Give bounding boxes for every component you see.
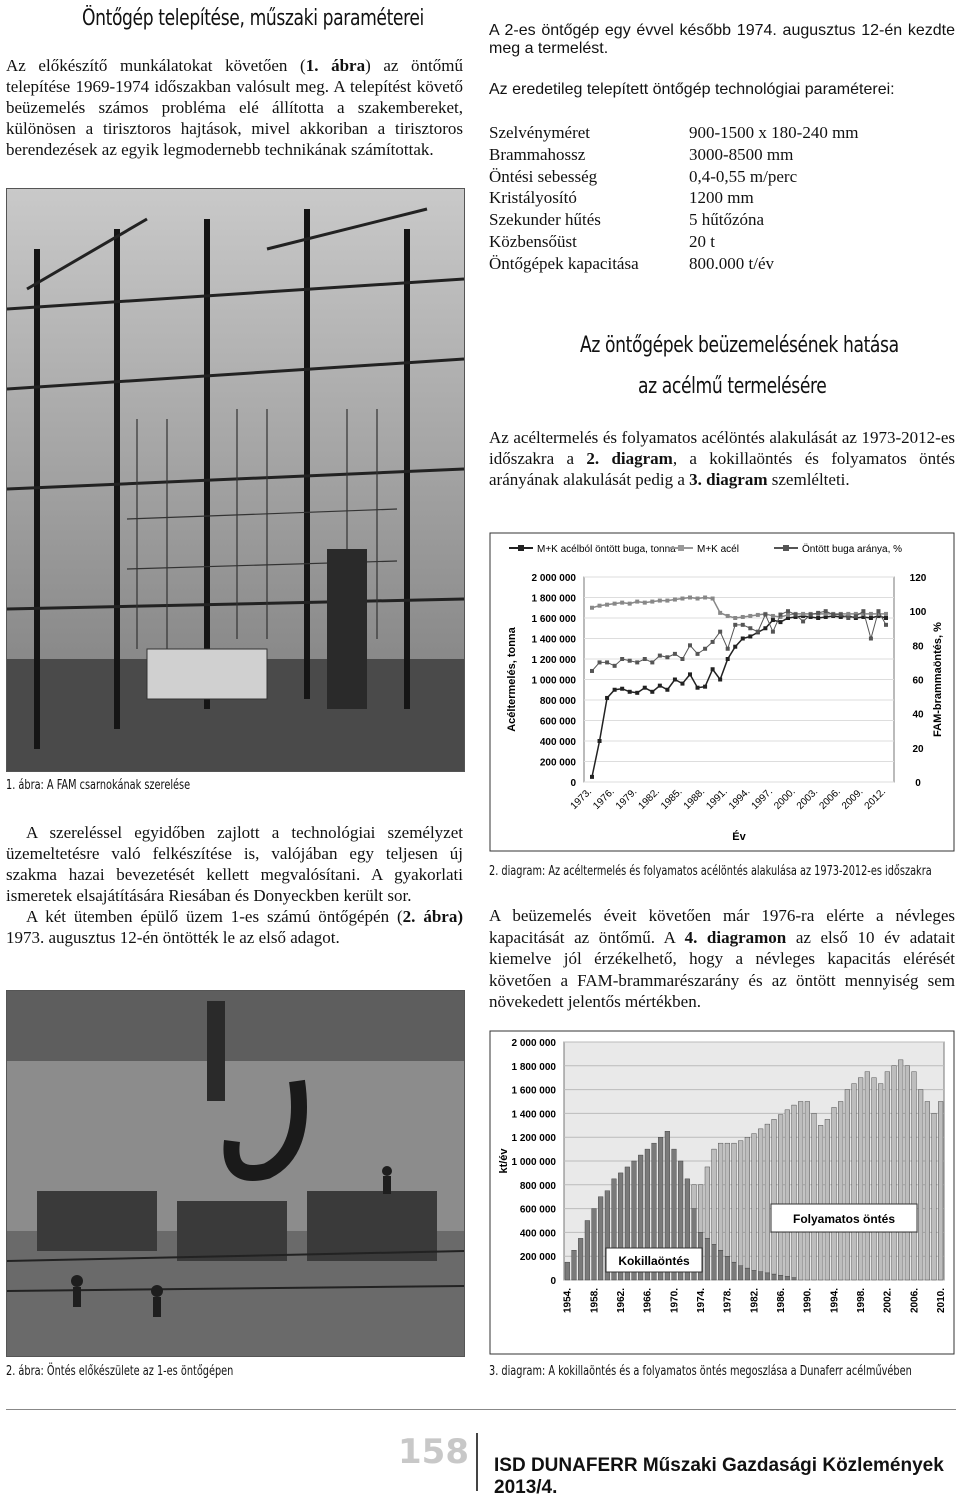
y2-tick-label: 80 xyxy=(912,641,924,653)
data-point xyxy=(628,659,632,663)
y-tick-label: 1 200 000 xyxy=(531,655,576,666)
param-name: Öntési sebesség xyxy=(489,166,598,186)
data-point xyxy=(605,660,609,664)
right-intro-paragraph: A 2-es öntőgép egy évvel később 1974. augusztus 12-én kezdte meg a termelést. xyxy=(489,22,955,57)
x-tick-label: 2012. xyxy=(862,786,889,812)
data-point xyxy=(718,611,722,615)
section-heading-right-line2: az acélmű termelésére xyxy=(638,374,827,399)
data-point xyxy=(786,613,790,617)
data-point xyxy=(590,669,594,673)
data-point xyxy=(786,609,790,613)
x-tick-label: 1962. xyxy=(616,1288,627,1314)
bar-segment xyxy=(592,1209,597,1280)
bar-segment xyxy=(692,1185,697,1209)
data-point xyxy=(869,616,873,620)
x-tick-label: 1990. xyxy=(802,1288,814,1314)
x-tick-label: 1988. xyxy=(681,786,708,812)
legend-label: Kokillaöntés xyxy=(618,1254,690,1268)
bar-segment xyxy=(772,1119,777,1274)
param-value: 900-1500 x 180-240 mm xyxy=(689,123,859,142)
bar-segment xyxy=(565,1262,570,1280)
y2-axis-title: FAM-brammaöntés, % xyxy=(932,622,944,737)
bar-segment xyxy=(718,1250,723,1280)
x-tick-label: 2003. xyxy=(794,786,821,812)
data-point xyxy=(643,686,647,690)
bar-segment xyxy=(798,1102,803,1281)
legend-label: M+K acél xyxy=(697,544,739,555)
bar-segment xyxy=(778,1115,783,1276)
data-point xyxy=(748,626,752,630)
bar-segment xyxy=(792,1278,797,1280)
left-intro-paragraph: Az előkészítő munkálatokat követően (1. ábra) az öntőmű telepítése 1969-1974 időszakban valósult meg. A telepítést követő beüzemelés számos probléma elé állította a szakembereket, különösen a tirisztoros hajtások, mivel akkoriban a tirisztoros berendezések az egyik legmodernebb technikának számítottak. xyxy=(6,56,464,159)
data-point xyxy=(703,685,707,689)
data-point xyxy=(635,660,639,664)
data-point xyxy=(816,616,820,620)
legend-label: M+K acélból öntött buga, tonna xyxy=(537,544,676,555)
data-point xyxy=(884,623,888,627)
x-tick-label: 1973. xyxy=(568,786,595,812)
data-point xyxy=(650,690,654,694)
data-point xyxy=(635,691,639,695)
x-tick-label: 1976. xyxy=(591,786,617,812)
data-point xyxy=(643,601,647,605)
data-point xyxy=(680,657,684,661)
bar-segment xyxy=(898,1060,903,1280)
x-tick-label: 1979. xyxy=(613,786,640,812)
bar-segment xyxy=(858,1078,863,1280)
data-point xyxy=(605,696,609,700)
bar-segment xyxy=(698,1185,703,1233)
param-row xyxy=(489,209,955,231)
x-tick-label: 1974. xyxy=(696,1288,707,1314)
data-point xyxy=(696,652,700,656)
data-point xyxy=(876,609,880,613)
data-point xyxy=(620,687,624,691)
bar-segment xyxy=(758,1272,763,1280)
bar-segment xyxy=(718,1143,723,1250)
data-point xyxy=(831,613,835,617)
data-point xyxy=(884,616,888,620)
x-tick-label: 1978. xyxy=(722,1288,734,1314)
y-tick-label: 1 600 000 xyxy=(511,1085,556,1097)
data-point xyxy=(771,618,775,622)
data-point xyxy=(778,613,782,617)
data-point xyxy=(726,614,730,618)
data-point xyxy=(598,604,602,608)
bar-segment xyxy=(578,1238,583,1280)
data-point xyxy=(756,630,760,634)
bar-segment xyxy=(905,1066,910,1280)
param-row xyxy=(489,187,955,209)
bar-segment xyxy=(738,1141,743,1266)
bar-segment xyxy=(758,1129,763,1272)
x-tick-label: 2010. xyxy=(936,1288,947,1314)
bar-segment xyxy=(932,1113,937,1280)
bar-segment xyxy=(918,1090,923,1280)
x-tick-label: 1994. xyxy=(829,1288,841,1314)
y2-tick-label: 120 xyxy=(909,573,927,584)
bar-segment xyxy=(745,1268,750,1280)
bar-segment xyxy=(838,1102,843,1281)
y-tick-label: 400 000 xyxy=(539,737,576,748)
data-point xyxy=(839,613,843,617)
data-point xyxy=(703,647,707,651)
y-axis-title: kt/év xyxy=(498,1148,510,1174)
bar-segment xyxy=(885,1072,890,1280)
x-tick-label: 1958. xyxy=(589,1288,601,1314)
x-axis-title: Év xyxy=(732,831,746,843)
data-point xyxy=(771,614,775,618)
data-point xyxy=(869,637,873,641)
figure-1-caption: 1. ábra: A FAM csarnokának szerelése xyxy=(6,778,191,793)
data-point xyxy=(741,623,745,627)
y-tick-label: 1 800 000 xyxy=(511,1061,556,1073)
figure-2-caption: 2. ábra: Öntés előkészülete az 1-es öntőgépen xyxy=(6,1364,234,1379)
y-tick-label: 400 000 xyxy=(519,1228,556,1240)
data-point xyxy=(726,647,730,651)
x-tick-label: 1982. xyxy=(636,786,662,812)
x-tick-label: 1986. xyxy=(776,1288,787,1314)
bar-segment xyxy=(865,1072,870,1280)
param-row xyxy=(489,166,955,188)
data-point xyxy=(718,678,722,682)
section-heading-right-line1: Az öntőgépek beüzemelésének hatása xyxy=(580,333,899,358)
legend-marker xyxy=(678,545,684,551)
x-tick-label: 1982. xyxy=(749,1288,761,1314)
y-tick-label: 0 xyxy=(550,1276,556,1287)
bar-segment xyxy=(832,1107,837,1280)
data-point xyxy=(809,613,813,617)
data-point xyxy=(854,614,858,618)
figure-2-photo xyxy=(6,990,465,1357)
data-point xyxy=(748,634,752,638)
y2-tick-label: 60 xyxy=(912,675,924,687)
x-tick-label: 2002. xyxy=(882,1288,894,1314)
bar-segment xyxy=(785,1276,790,1280)
page-number: 158 xyxy=(398,1432,469,1472)
x-tick-label: 1954. xyxy=(562,1288,574,1314)
data-point xyxy=(673,652,677,656)
bar-segment xyxy=(825,1119,830,1280)
data-point xyxy=(658,684,662,688)
data-point xyxy=(658,599,662,603)
param-row xyxy=(489,144,955,166)
diagram-2-caption: 2. diagram: Az acéltermelés és folyamatos acélöntés alakulása az 1973-2012-es időszakra xyxy=(489,864,932,879)
data-point xyxy=(748,614,752,618)
param-name: Szekunder hűtés xyxy=(489,210,601,230)
data-point xyxy=(665,655,669,659)
bar-segment xyxy=(705,1167,710,1238)
data-point xyxy=(711,640,715,644)
journal-title: ISD DUNAFERR Műszaki Gazdasági Közlemények 2013/4. xyxy=(494,1455,944,1498)
bar-segment xyxy=(738,1266,743,1280)
x-tick-label: 1991. xyxy=(704,786,730,812)
data-point xyxy=(756,613,760,617)
param-name: Szelvényméret xyxy=(489,123,591,142)
bar-segment xyxy=(725,1256,730,1280)
bar-segment xyxy=(792,1105,797,1278)
data-point xyxy=(688,596,692,600)
after-chart-paragraph: A beüzemelés éveit követően már 1976-ra elérte a névleges kapacitását az öntőmű. A 4. diagramon az első 10 év adatait kiemelve jól érzékelhető, hogy a névleges kapacitás elérését követően a FAM-brammarészarány és az öntött mennyiség sem növekedett jelentős mértékben. xyxy=(489,906,956,1011)
data-point xyxy=(628,602,632,606)
bar-segment xyxy=(772,1274,777,1280)
y-tick-label: 200 000 xyxy=(519,1252,556,1264)
data-point xyxy=(658,654,662,658)
y-tick-label: 200 000 xyxy=(539,757,576,769)
data-point xyxy=(643,657,647,661)
data-point xyxy=(590,606,594,610)
footer-rule xyxy=(6,1409,956,1410)
data-point xyxy=(613,688,617,692)
data-point xyxy=(620,657,624,661)
data-point xyxy=(635,600,639,604)
data-point xyxy=(869,612,873,616)
data-point xyxy=(628,690,632,694)
y-tick-label: 600 000 xyxy=(539,716,576,728)
data-point xyxy=(605,603,609,607)
param-name: Kristályosító xyxy=(489,188,577,208)
y2-tick-label: 40 xyxy=(912,709,924,721)
bar-segment xyxy=(732,1262,737,1280)
param-name: Öntőgépek kapacitása xyxy=(489,253,639,273)
data-point xyxy=(613,602,617,606)
y-tick-label: 1 600 000 xyxy=(531,614,576,625)
data-point xyxy=(771,630,775,634)
y-tick-label: 0 xyxy=(570,778,576,789)
data-point xyxy=(884,612,888,616)
data-point xyxy=(801,612,805,616)
bar-segment xyxy=(745,1137,750,1268)
param-value: 3000-8500 mm xyxy=(689,144,794,164)
bar-segment xyxy=(778,1275,783,1280)
x-tick-label: 2000. xyxy=(772,786,798,812)
param-row xyxy=(489,122,955,144)
param-name: Közbensőüst xyxy=(489,231,577,251)
bar-segment xyxy=(765,1273,770,1280)
bar-segment xyxy=(572,1250,577,1280)
data-point xyxy=(650,600,654,604)
data-point xyxy=(816,611,820,615)
data-point xyxy=(711,597,715,601)
param-row xyxy=(489,253,955,275)
bar-segment xyxy=(805,1102,810,1281)
data-point xyxy=(733,616,737,620)
bar-segment xyxy=(912,1072,917,1280)
param-name: Brammahossz xyxy=(489,144,586,164)
data-point xyxy=(665,688,669,692)
x-tick-label: 2006. xyxy=(909,1288,921,1314)
data-point xyxy=(650,660,654,664)
bar-segment xyxy=(845,1090,850,1280)
x-tick-label: 1994. xyxy=(726,786,753,812)
y2-tick-label: 100 xyxy=(909,607,927,619)
bar-segment xyxy=(925,1102,930,1281)
data-point xyxy=(726,657,730,661)
section-paragraph: Az acéltermelés és folyamatos acélöntés alakulását az 1973-2012-es időszakra a 2. diagram, a kokillaöntés és folyamatos öntés arányának alakulását pedig a 3. diagram szemlélteti. xyxy=(489,428,956,489)
diagram-3-caption: 3. diagram: A kokillaöntés és a folyamatos öntés megoszlása a Dunaferr acélművében xyxy=(489,1364,912,1379)
data-point xyxy=(778,620,782,624)
bar-segment xyxy=(712,1149,717,1244)
bar-segment xyxy=(785,1110,790,1277)
legend-label: Öntött buga aránya, % xyxy=(802,544,903,555)
bar-segment xyxy=(725,1143,730,1256)
data-point xyxy=(680,597,684,601)
y2-tick-label: 0 xyxy=(915,778,921,789)
data-point xyxy=(733,623,737,627)
footer-divider xyxy=(476,1433,478,1491)
data-point xyxy=(718,630,722,634)
x-tick-label: 1970. xyxy=(669,1288,681,1314)
bar-segment xyxy=(712,1244,717,1280)
bar-segment xyxy=(892,1066,897,1280)
data-point xyxy=(680,682,684,686)
data-point xyxy=(688,672,692,676)
data-point xyxy=(801,619,805,623)
y-tick-label: 1 200 000 xyxy=(511,1133,556,1145)
diagram-2-chart xyxy=(489,532,955,852)
data-point xyxy=(688,643,692,647)
bar-segment xyxy=(878,1084,883,1280)
data-point xyxy=(861,609,865,613)
data-point xyxy=(846,616,850,620)
y-tick-label: 800 000 xyxy=(519,1180,556,1192)
legend-label: Folyamatos öntés xyxy=(792,1212,896,1226)
param-row xyxy=(489,231,955,253)
data-point xyxy=(665,599,669,603)
data-point xyxy=(598,739,602,743)
param-value: 5 hűtőzóna xyxy=(689,210,765,230)
data-point xyxy=(711,667,715,671)
bar-segment xyxy=(732,1143,737,1262)
diagram-3-chart xyxy=(489,1030,955,1355)
data-point xyxy=(613,664,617,668)
y-tick-label: 2 000 000 xyxy=(531,573,576,584)
data-point xyxy=(696,597,700,601)
bar-segment xyxy=(598,1197,603,1280)
bar-segment xyxy=(812,1113,817,1280)
data-point xyxy=(598,660,602,664)
y-axis-title: Acéltermelés, tonna xyxy=(506,627,518,732)
x-tick-label: 1985. xyxy=(659,786,685,812)
data-point xyxy=(696,686,700,690)
param-value: 1200 mm xyxy=(689,188,754,208)
param-value: 20 t xyxy=(689,231,715,251)
x-tick-label: 2006. xyxy=(817,786,843,812)
x-tick-label: 1997. xyxy=(749,786,776,812)
bar-segment xyxy=(765,1124,770,1273)
y-tick-label: 1 400 000 xyxy=(531,634,576,646)
bar-segment xyxy=(872,1078,877,1280)
x-tick-label: 1966. xyxy=(642,1288,654,1314)
y-tick-label: 2 000 000 xyxy=(511,1038,556,1049)
bar-segment xyxy=(752,1270,757,1280)
data-point xyxy=(733,645,737,649)
param-value: 800.000 t/év xyxy=(689,253,774,273)
bar-segment xyxy=(752,1134,757,1271)
figure-1-photo xyxy=(6,188,465,772)
data-point xyxy=(824,609,828,613)
bar-segment xyxy=(852,1084,857,1280)
data-point xyxy=(741,637,745,641)
data-point xyxy=(763,626,767,630)
bar-segment xyxy=(585,1221,590,1281)
params-intro: Az eredetileg telepített öntőgép technológiai paraméterei: xyxy=(489,81,895,98)
param-value: 0,4-0,55 m/perc xyxy=(689,166,798,186)
y2-tick-label: 20 xyxy=(912,743,924,755)
data-point xyxy=(846,612,850,616)
y-tick-label: 1 400 000 xyxy=(511,1109,556,1121)
data-point xyxy=(673,678,677,682)
y-tick-label: 1 800 000 xyxy=(531,593,576,605)
left-body-paragraph: A szereléssel egyidőben zajlott a technológiai személyzet üzemeltetésre való felkészítése is, valójában egy teljesen új szakma hazai bevezetését kellett megvalósítani. A gyakorlati ismeretek elsajátítására Riesában és Donyeckben került sor. A két ütemben épülő üzem 1-es számú öntőgépén (2. ábra) 1973. augusztus 12-én öntötték le az első adagot. xyxy=(6,823,463,947)
data-point xyxy=(741,615,745,619)
y-tick-label: 1 000 000 xyxy=(511,1157,556,1168)
x-tick-label: 1998. xyxy=(856,1288,867,1314)
y-tick-label: 800 000 xyxy=(539,696,576,707)
legend-marker xyxy=(783,545,789,551)
data-point xyxy=(763,613,767,617)
legend-marker xyxy=(518,545,524,551)
parameters-table xyxy=(489,122,955,275)
y-tick-label: 1 000 000 xyxy=(531,675,576,687)
bar-segment xyxy=(938,1102,943,1281)
x-tick-label: 2009. xyxy=(840,786,866,812)
data-point xyxy=(794,613,798,617)
y-tick-label: 600 000 xyxy=(519,1204,556,1216)
bar-segment xyxy=(818,1125,823,1280)
data-point xyxy=(703,596,707,600)
data-point xyxy=(620,601,624,605)
bar-segment xyxy=(705,1238,710,1280)
data-point xyxy=(590,775,594,779)
section-heading-left: Öntőgép telepítése, műszaki paraméterei xyxy=(82,6,424,31)
data-point xyxy=(673,598,677,602)
